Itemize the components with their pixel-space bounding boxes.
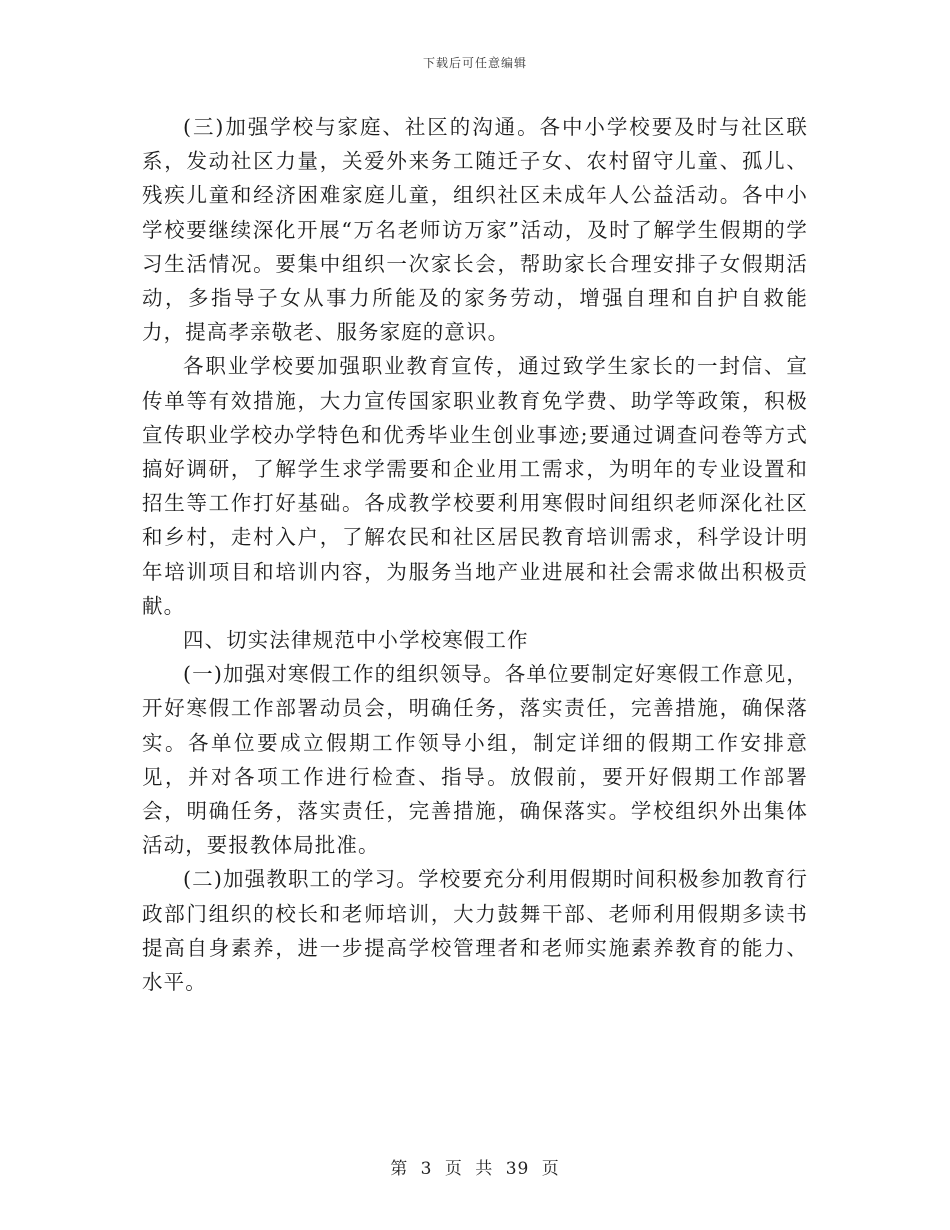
page-header: 下载后可任意编辑 <box>422 56 527 70</box>
page-number: 第 3 页 共 39 页 <box>390 1159 560 1179</box>
document-body <box>142 110 808 999</box>
paragraph-vocational-schools: 各职业学校要加强职业教育宣传，通过致学生家长的一封信、宣传单等有效措施，大力宣传国家职业教育免学费、助学等政策，积极宣传职业学校办学特色和优秀毕业生创业事迹;要通过调查问卷等方式搞好调研，了解学生求学需要和企业用工需求，为明年的专业设置和招生等工作打好基础。各成教学校要利用寒假时间组织老师深化社区和乡村，走村入户，了解农民和社区居民教育培训需求，科学设计明年培训项目和培训内容，为服务当地产业进展和社会需求做出积极贡献。 <box>142 354 808 618</box>
paragraph-staff-learning: (二)加强教职工的学习。学校要充分利用假期时间积极参加教育行政部门组织的校长和老师培训，大力鼓舞干部、老师利用假期多读书提高自身素养，进一步提高学校管理者和老师实施素养教育的能力、水平。 <box>142 867 808 995</box>
paragraph-organization-leadership: (一)加强对寒假工作的组织领导。各单位要制定好寒假工作意见，开好寒假工作部署动员会，明确任务，落实责任，完善措施，确保落实。各单位要成立假期工作领导小组，制定详细的假期工作安排意见，并对各项工作进行检查、指导。放假前，要开好假期工作部署会，明确任务，落实责任，完善措施，确保落实。学校组织外出集体活动，要报教体局批准。 <box>142 662 808 858</box>
paragraph-community-communication: (三)加强学校与家庭、社区的沟通。各中小学校要及时与社区联系，发动社区力量，关爱外来务工随迁子女、农村留守儿童、孤儿、残疾儿童和经济困难家庭儿童，组织社区未成年人公益活动。各中小学校要继续深化开展“万名老师访万家”活动，及时了解学生假期的学习生活情况。要集中组织一次家长会，帮助家长合理安排子女假期活动，多指导子女从事力所能及的家务劳动，增强自理和自护自救能力，提高孝亲敬老、服务家庭的意识。 <box>142 115 808 345</box>
section-heading-four: 四、切实法律规范中小学校寒假工作 <box>183 628 529 653</box>
